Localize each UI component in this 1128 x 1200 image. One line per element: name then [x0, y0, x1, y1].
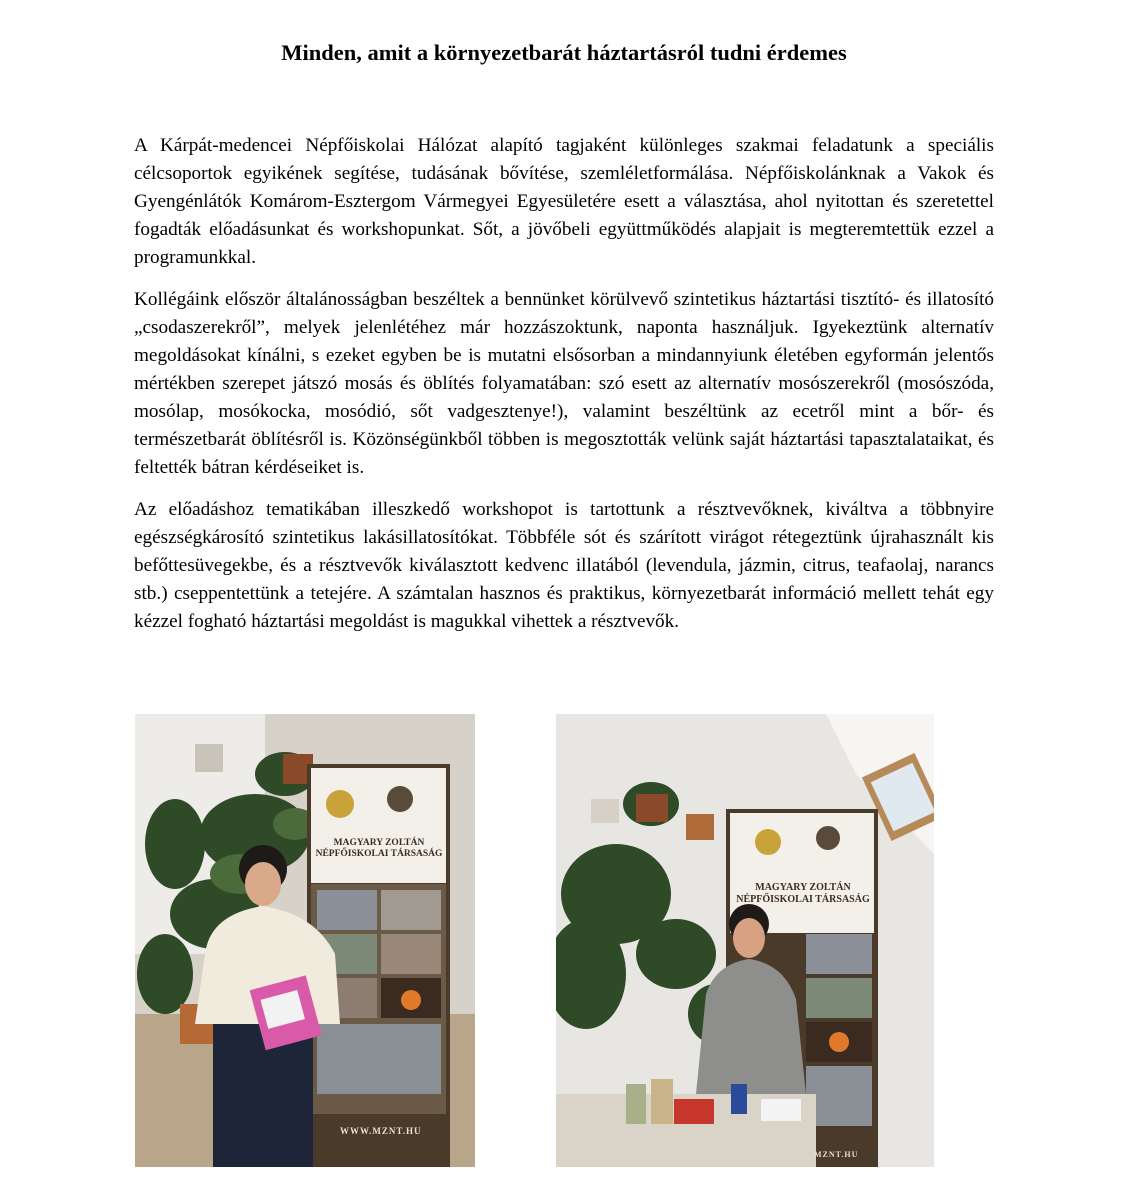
- paragraph-1: A Kárpát-medencei Népfőiskolai Hálózat alapító tagjaként különleges szakmai feladatunk a speciális célcsoportok egyikének segítése, tudásának bővítése, szemléletformálása. Népfőiskolánknak a Vakok és Gyengénlátók Komárom-Esztergom Vármegyei Egyesületére esett a választása, ahol nyitottan és szeretettel fogadták előadásunkat és workshopunkat. Sőt, a jövőbeli együttműködés alapjait is megteremtettük ezzel a programunkkal.: [134, 135, 994, 268]
- event-photo-right: [556, 714, 934, 1167]
- banner-title-line2: NÉPFŐISKOLAI TÁRSASÁG: [315, 848, 443, 859]
- article-body: [134, 132, 994, 650]
- photo-left-scene: [135, 714, 475, 1167]
- photo-right-scene: [556, 714, 934, 1167]
- banner-title-line1: MAGYARY ZOLTÁN: [755, 882, 851, 893]
- banner-url-right: MZNT.HU: [814, 1150, 859, 1159]
- event-photo-left: [135, 714, 475, 1167]
- document-title: Minden, amit a környezetbarát háztartásról tudni érdemes: [281, 40, 847, 65]
- banner-title-left: [313, 838, 445, 860]
- banner-title-line1: MAGYARY ZOLTÁN: [333, 838, 425, 848]
- paragraph-3: Az előadáshoz tematikában illeszkedő workshopot is tartottunk a résztvevőknek, kiváltva a többnyire egészségkárosító szintetikus lakásillatosítókat. Többféle sót és szárított virágot rétegeztünk újrahasznált kis befőttesüvegekbe, és a résztvevők kiválasztott kedvenc illatából (levendula, jázmin, citrus, teafaolaj, narancs stb.) cseppentettünk a tetejére. A számtalan hasznos és praktikus, környezetbarát információ mellett tehát egy kézzel fogható háztartási megoldást is magukkal vihettek a résztvevők.: [134, 499, 994, 632]
- banner-url-left: WWW.MZNT.HU: [340, 1126, 422, 1136]
- banner-title-line2: NÉPFŐISKOLAI TÁRSASÁG: [736, 893, 870, 905]
- paragraph-2: Kollégáink először általánosságban beszéltek a bennünket körülvevő szintetikus háztartási tisztító- és illatosító „csodaszerekről”, melyek jelenlétéhez már hozzászoktunk, naponta használjuk. Igyekeztünk alternatív megoldásokat kínálni, s ezeket egyben be is mutatni elsősorban a mindannyiunk életében egyformán jelentős mértékben szerepet játszó mosás és öblítés folyamatában: szó esett az alternatív mosószerekről (mosószóda, mosólap, mosókocka, mosódió, sőt vadgesztenye!), valamint beszéltünk az ecetről mint a bőr- és természetbarát öblítésről is. Közönségünkből többen is megosztották velünk saját háztartási tapasztalataikat, és feltették bátran kérdéseiket is.: [134, 289, 994, 478]
- banner-title-right: [732, 882, 874, 905]
